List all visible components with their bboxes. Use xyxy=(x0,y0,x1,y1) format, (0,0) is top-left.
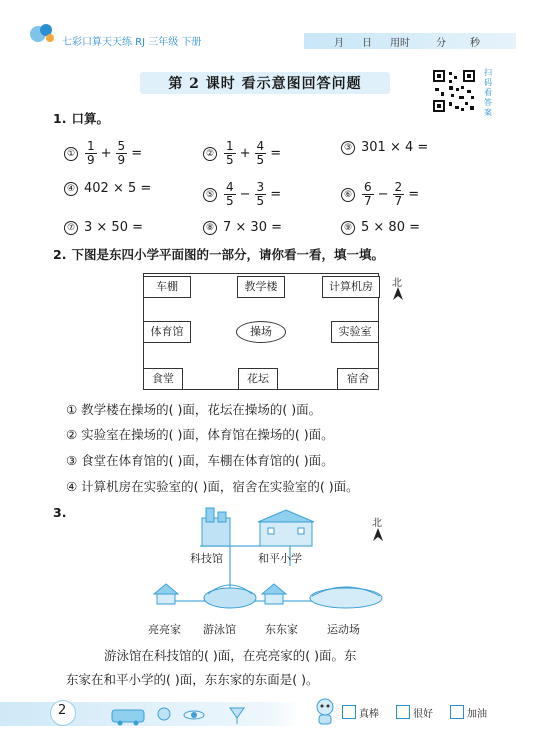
problem-index: ④ xyxy=(64,182,78,196)
denominator: 7 xyxy=(394,194,403,208)
room-gym: 体育馆 xyxy=(143,321,191,343)
problem-index: ⑧ xyxy=(203,221,217,235)
expression: 7 × 30 = xyxy=(223,220,282,235)
numerator: 1 xyxy=(87,139,95,153)
q2-heading xyxy=(53,244,384,263)
room-dormitory: 宿舍 xyxy=(337,368,379,390)
fraction xyxy=(255,181,267,208)
school-icon xyxy=(258,510,314,546)
page-number: 2 xyxy=(58,703,67,718)
rating-checkbox-good[interactable] xyxy=(396,705,410,719)
room-bike-shed: 车棚 xyxy=(143,276,191,298)
stadium-icon xyxy=(310,587,382,608)
label-liangliang-home: 亮亮家 xyxy=(148,623,181,636)
numerator: 4 xyxy=(256,139,265,153)
science-museum-icon xyxy=(202,508,230,546)
numerator: 1 xyxy=(226,139,234,153)
equals-sign: = xyxy=(131,146,143,161)
denominator: 9 xyxy=(117,153,126,167)
q2-line-4: ④ 计算机房在实验室的( )面，宿舍在实验室的( )面。 xyxy=(66,479,359,494)
minute-label: 分 xyxy=(436,38,446,49)
north-arrow-icon xyxy=(372,527,384,546)
denominator: 5 xyxy=(256,153,265,167)
operator: − xyxy=(377,187,389,202)
scan-for-answers-label: 扫码看答案 xyxy=(484,68,492,117)
q1-problem xyxy=(64,181,151,196)
q2-line-2: ② 实验室在操场的( )面，体育馆在操场的( )面。 xyxy=(66,427,334,442)
north-arrow-icon xyxy=(392,286,404,305)
expression: 301 × 4 = xyxy=(361,140,429,155)
q1-problem xyxy=(341,220,420,235)
denominator: 5 xyxy=(226,194,234,208)
q1-problem xyxy=(203,140,281,167)
q3-line-1: 游泳馆在科技馆的( )面，在亮亮家的( )面。东 xyxy=(104,648,357,663)
room-computer-lab: 计算机房 xyxy=(322,276,380,298)
operator: − xyxy=(239,187,251,202)
book-series-title: 七彩口算天天练 RJ 三年级 下册 xyxy=(62,37,202,48)
operator: + xyxy=(100,146,112,161)
label-swimming-pool: 游泳馆 xyxy=(203,623,236,636)
liangliang-home-icon xyxy=(154,584,178,604)
swimming-pool-icon xyxy=(204,585,256,608)
q1-title: 口算。 xyxy=(71,111,110,126)
numerator: 4 xyxy=(226,180,234,194)
rating-checkbox-keep-going[interactable] xyxy=(450,705,464,719)
problem-index: ① xyxy=(64,147,78,161)
q3-line-2: 东家在和平小学的( )面，东东家的东面是( )。 xyxy=(66,672,319,687)
label-science-museum: 科技馆 xyxy=(190,552,223,565)
problem-index: ⑨ xyxy=(341,221,355,235)
equals-sign: = xyxy=(270,187,282,202)
mascot-icon xyxy=(312,697,338,729)
numerator: 2 xyxy=(394,180,403,194)
room-laboratory: 实验室 xyxy=(331,321,379,343)
second-label: 秒 xyxy=(470,38,480,49)
q2-north-label: 北 xyxy=(392,278,402,289)
q2-line-3: ③ 食堂在体育馆的( )面，车棚在体育馆的( )面。 xyxy=(66,453,334,468)
date-time-bar xyxy=(304,33,516,49)
playground: 操场 xyxy=(236,321,286,343)
q1-problem xyxy=(64,140,142,167)
month-label: 月 xyxy=(334,38,344,49)
operator: + xyxy=(239,146,251,161)
problem-index: ② xyxy=(203,147,217,161)
room-flower-bed: 花坛 xyxy=(238,368,278,390)
label-heping-school: 和平小学 xyxy=(258,552,302,565)
denominator: 9 xyxy=(87,153,95,167)
problem-index: ③ xyxy=(341,141,355,155)
lesson-title: 第 2 课时 看示意图回答问题 xyxy=(168,76,362,92)
label-dongdong-home: 东东家 xyxy=(265,623,298,636)
q3-number: 3. xyxy=(53,505,67,520)
footer-decoration-icon xyxy=(110,704,280,730)
problem-index: ⑦ xyxy=(64,221,78,235)
q2-line-1: ① 教学楼在操场的( )面，花坛在操场的( )面。 xyxy=(66,402,322,417)
label-sports-field: 运动场 xyxy=(327,623,360,636)
q1-number: 1. xyxy=(53,111,67,126)
expression: 402 × 5 = xyxy=(84,181,152,196)
dongdong-home-icon xyxy=(262,584,286,604)
q3-north-label: 北 xyxy=(372,518,382,529)
q1-heading xyxy=(53,108,109,127)
q2-title: 下图是东四小学平面图的一部分，请你看一看，填一填。 xyxy=(71,247,385,262)
room-canteen: 食堂 xyxy=(143,368,183,390)
fraction xyxy=(393,181,405,208)
equals-sign: = xyxy=(408,187,420,202)
q2-number: 2. xyxy=(53,247,67,262)
day-label: 日 xyxy=(362,38,372,49)
denominator: 5 xyxy=(256,194,265,208)
problem-index: ⑤ xyxy=(203,188,217,202)
fraction xyxy=(362,181,374,208)
numerator: 5 xyxy=(117,139,126,153)
fraction xyxy=(116,140,128,167)
problem-index: ⑥ xyxy=(341,188,355,202)
rating-checkbox-great[interactable] xyxy=(342,705,356,719)
q1-problem xyxy=(341,140,428,155)
q1-problem xyxy=(203,181,281,208)
fraction xyxy=(224,140,236,167)
denominator: 5 xyxy=(226,153,234,167)
expression: 5 × 80 = xyxy=(361,220,420,235)
rating-label-keep-going: 加油 xyxy=(467,709,487,720)
rating-label-good: 很好 xyxy=(413,709,433,720)
brand-logo-icon xyxy=(28,20,56,46)
q1-problem xyxy=(64,220,143,235)
expression: 3 × 50 = xyxy=(84,220,143,235)
q1-problem xyxy=(203,220,282,235)
fraction xyxy=(85,140,97,167)
qr-code-icon[interactable] xyxy=(431,68,477,114)
denominator: 7 xyxy=(364,194,372,208)
room-teaching-building: 教学楼 xyxy=(237,276,285,298)
equals-sign: = xyxy=(270,146,282,161)
numerator: 6 xyxy=(364,180,372,194)
numerator: 3 xyxy=(256,180,265,194)
q1-problem xyxy=(341,181,419,208)
rating-label-great: 真棒 xyxy=(359,709,379,720)
fraction xyxy=(255,140,267,167)
time-used-label: 用时 xyxy=(390,38,410,49)
fraction xyxy=(224,181,236,208)
